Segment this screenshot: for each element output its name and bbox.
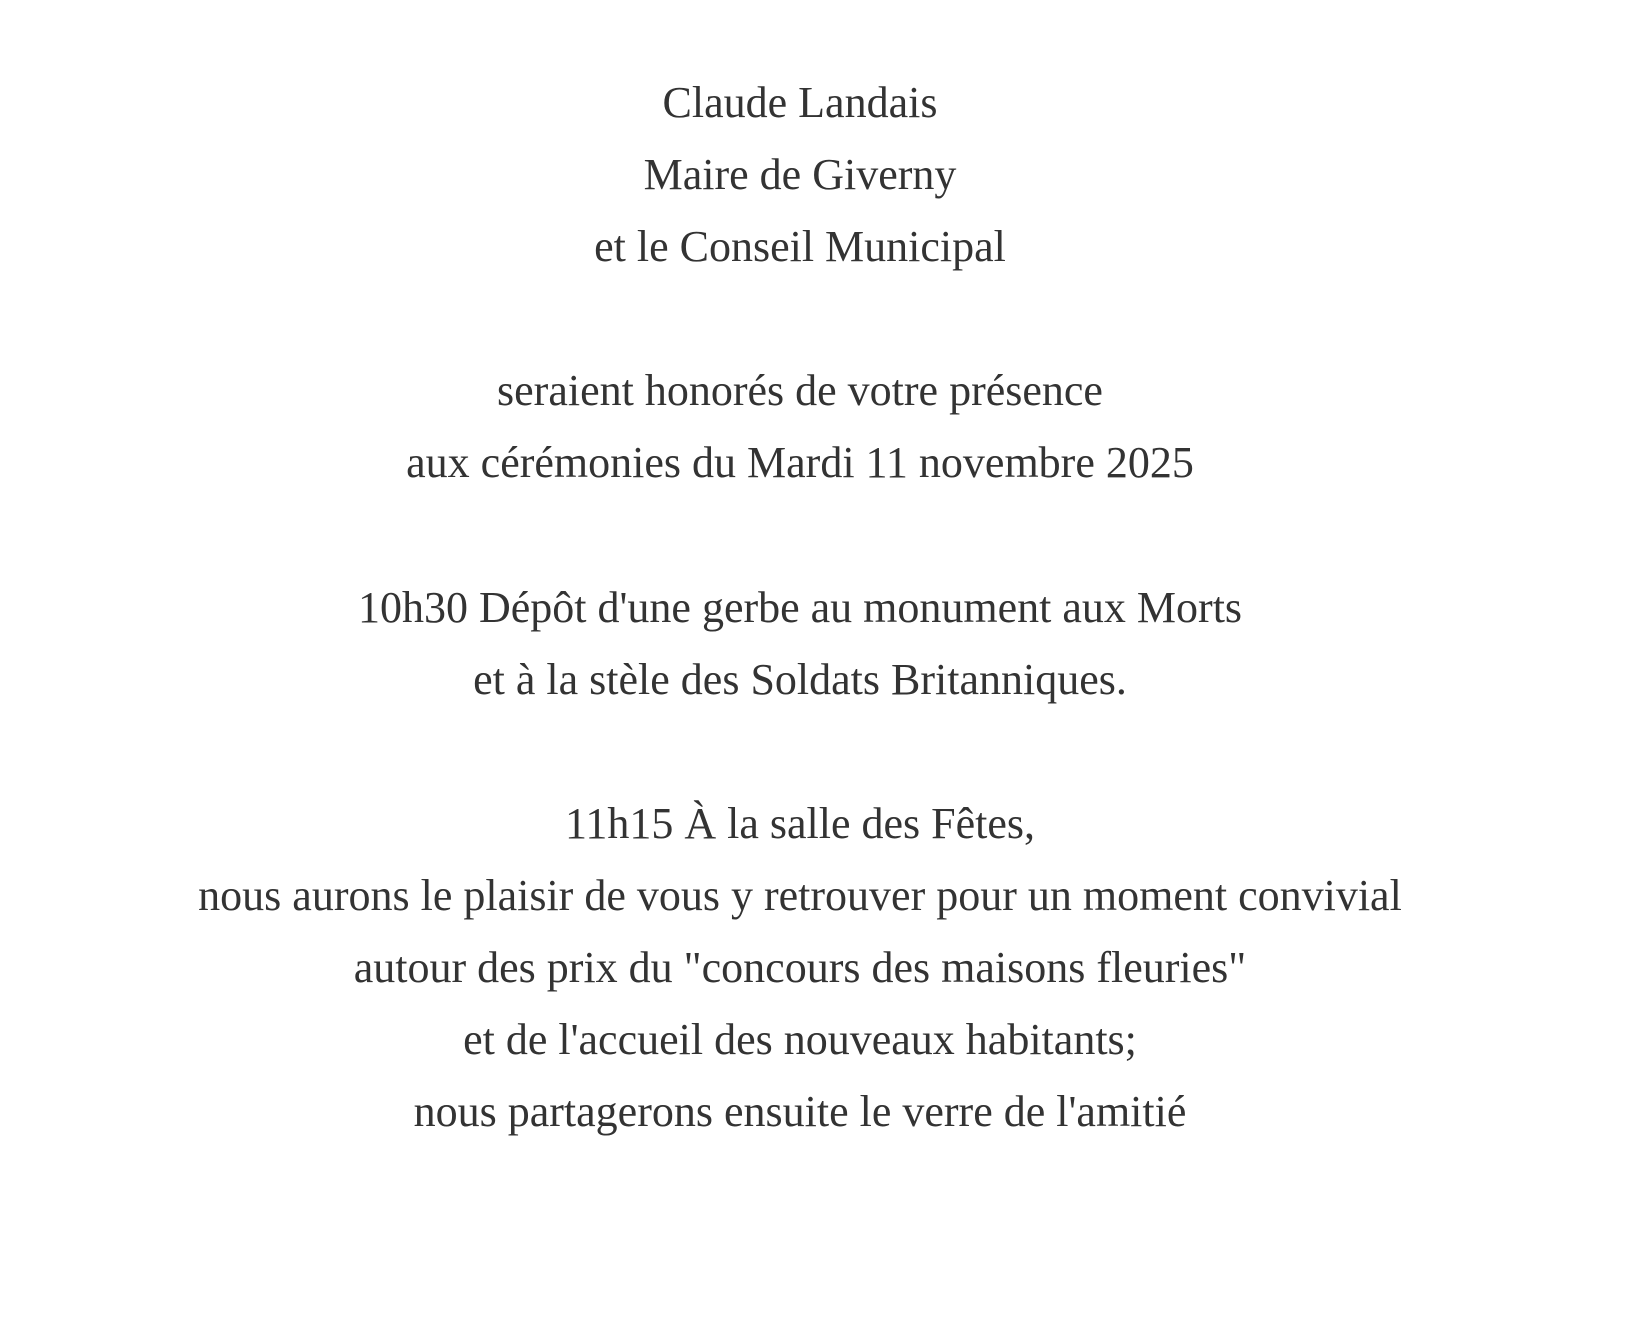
reception-line-1: 11h15 À la salle des Fêtes, xyxy=(564,799,1036,848)
wreath-line-1: 10h30 Dépôt d'une gerbe au monument aux Morts xyxy=(357,583,1243,632)
reception-line-5: nous partagerons ensuite le verre de l'amitié xyxy=(413,1087,1187,1136)
mayor-name: Claude Landais xyxy=(662,78,938,127)
reception-line-2: nous aurons le plaisir de vous y retrouver pour un moment convivial xyxy=(198,871,1402,920)
reception-line-4: et de l'accueil des nouveaux habitants; xyxy=(463,1015,1137,1064)
reception-line-3: autour des prix du "concours des maisons fleuries" xyxy=(353,943,1247,992)
invitation-line-1: seraient honorés de votre présence xyxy=(497,366,1103,415)
invitation-line-2: aux cérémonies du Mardi 11 novembre 2025 xyxy=(406,438,1194,487)
council-line: et le Conseil Municipal xyxy=(594,222,1006,271)
mayor-title: Maire de Giverny xyxy=(643,150,957,199)
wreath-line-2: et à la stèle des Soldats Britanniques. xyxy=(473,655,1127,704)
